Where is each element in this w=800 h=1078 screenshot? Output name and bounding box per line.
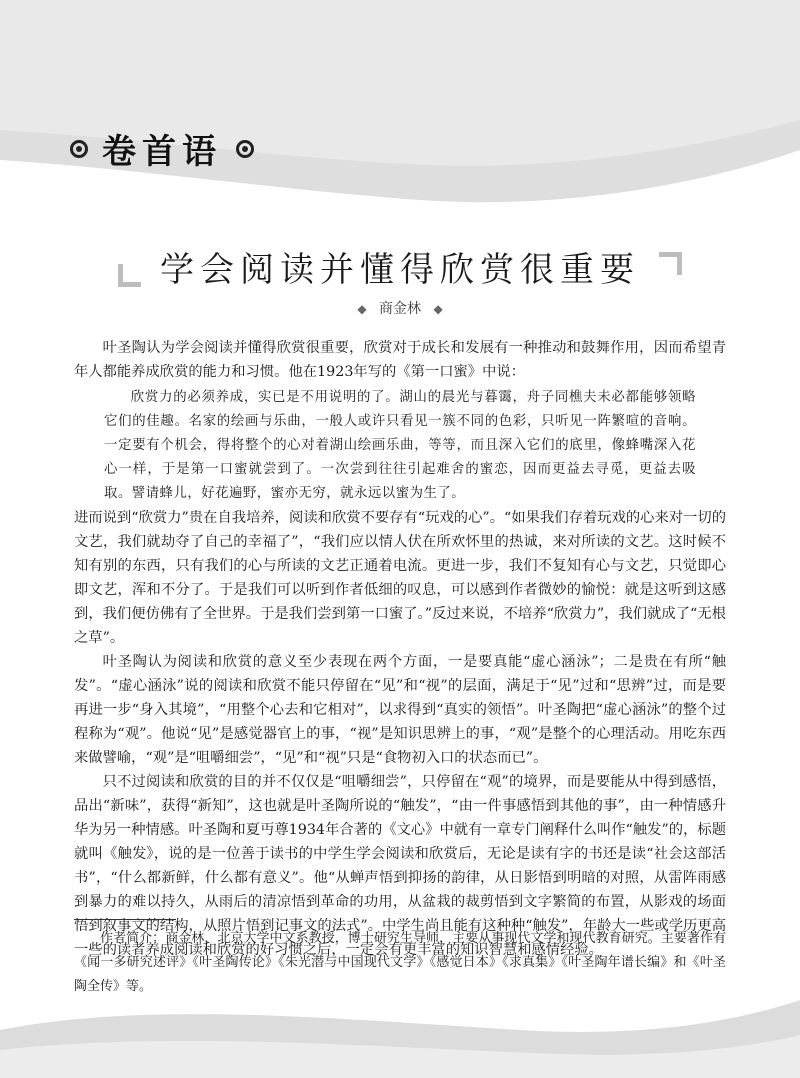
corner-bracket-right-icon bbox=[659, 252, 682, 275]
diamond-icon: ◆ bbox=[357, 302, 367, 316]
paragraph-1: 叶圣陶认为学会阅读并懂得欣赏很重要，欣赏对于成长和发展有一种推动和鼓舞作用，因而希望青年人都能养成欣赏的能力和习惯。他在1923年写的《第一口蜜》中说： bbox=[74, 340, 726, 380]
paragraph-2: 进而说到“欣赏力”贵在自我培养，阅读和欣赏不要存有“玩戏的心”。“如果我们存着玩戏的心来对一切的文艺，我们就劫夺了自己的幸福了”，“我们应以情人伏在所欢怀里的热诚，来对所读的文艺。这时候不知有别的东西，只有我们的心与所读的文艺正通着电流。更进一步，我们不复知有心与文艺，只觉即心即文艺，浑和不分了。于是我们可以听到作者低细的叹息，可以感到作者微妙的愉悦：就是这听到这感到，我们便仿佛有了全世界。于是我们尝到第一口蜜了。”反过来说，不培养“欣赏力”，我们就成了“无根之草”。 bbox=[74, 510, 726, 646]
target-bullet-icon bbox=[236, 140, 254, 158]
paragraph-3: 叶圣陶认为阅读和欣赏的意义至少表现在两个方面，一是要真能“虚心涵泳”；二是贵在有所“触发”。“虚心涵泳”说的阅读和欣赏不能只停留在“见”和“视”的层面，满足于“见”过和“思辨”过，而是要再进一步“身入其境”，“用整个心去和它相对”，以求得到“真实的领悟”。叶圣陶把“虚心涵泳”的整个过程称为“观”。他说“见”是感觉器官上的事，“视”是知识思辨上的事，“观”是整个的心理活动。用吃东西来做譬喻，“观”是“咀嚼细尝”，“见”和“视”只是“食物初入口的状态而已”。 bbox=[74, 654, 726, 766]
article-body bbox=[74, 336, 726, 962]
quote-text: 欣赏力的必须养成，实已是不用说明的了。湖山的晨光与暮霭，舟子同樵夫未必都能够领略它们的佳趣。名家的绘画与乐曲，一般人或许只看见一簇不同的色彩，只听见一阵繁喧的音响。一定要有个机会，得将整个的心对着湖山绘画乐曲，等等，而且深入它们的底里，像蜂嘴深入花心一样，于是第一口蜜就尝到了。一次尝到往往引起难舍的蜜恋，因而更益去寻觅，更益去吸取。譬请蜂儿，好花遍野，蜜亦无穷，就永远以蜜为生了。 bbox=[104, 390, 696, 501]
author-bio-text: 作者简介：商金林，北京大学中文系教授，博士研究生导师，主要从事现代文学和现代教育研究。主要著作有《闻一多研究述评》《叶圣陶传论》《朱光潜与中国现代文学》《感觉日本》《求真集》《叶圣陶年谱长编》和《叶圣陶全传》等。 bbox=[74, 931, 726, 994]
author-byline bbox=[0, 298, 800, 318]
article-title: 学会阅读并懂得欣赏很重要 bbox=[160, 250, 640, 290]
author-name: 商金林 bbox=[379, 301, 421, 317]
paragraph-4: 只不过阅读和欣赏的目的并不仅仅是“咀嚼细尝”，只停留在“观”的境界，而是要能从中得到感悟，品出“新味”，获得“新知”，这也就是叶圣陶所说的“触发”，“由一件事感悟到其他的事”，由一种情感升华为另一种情感。叶圣陶和夏丏尊1934年合著的《文心》中就有一章专门阐释什么叫作“触发”的，标题就叫《触发》，说的是一位善于读书的中学生学会阅读和欣赏后，无论是读有字的书还是读“社会这部活书”，“什么都新鲜，什么都有意义”。他“从蝉声悟到抑扬的韵律，从日影悟到明暗的对照，从雷阵雨感到暴力的难以持久，从雨后的清凉悟到革命的功用，从盆栽的裁剪悟到文字繁简的布置，从影戏的场面悟到叙事文的结构，从照片悟到记事文的法式”。中学生尚且能有这种种“触发”，年龄大一些或学历更高一些的读者养成阅读和欣赏的好习惯之后，一定会有更丰富的知识智慧和感情经验。 bbox=[74, 774, 726, 958]
footnote-divider bbox=[74, 919, 176, 920]
section-header bbox=[70, 124, 254, 173]
target-bullet-icon bbox=[70, 140, 88, 158]
diamond-icon: ◆ bbox=[433, 302, 443, 316]
block-quote bbox=[74, 386, 726, 506]
article-title-block bbox=[110, 238, 690, 288]
author-bio bbox=[74, 927, 726, 999]
section-title: 卷首语 bbox=[102, 132, 222, 172]
